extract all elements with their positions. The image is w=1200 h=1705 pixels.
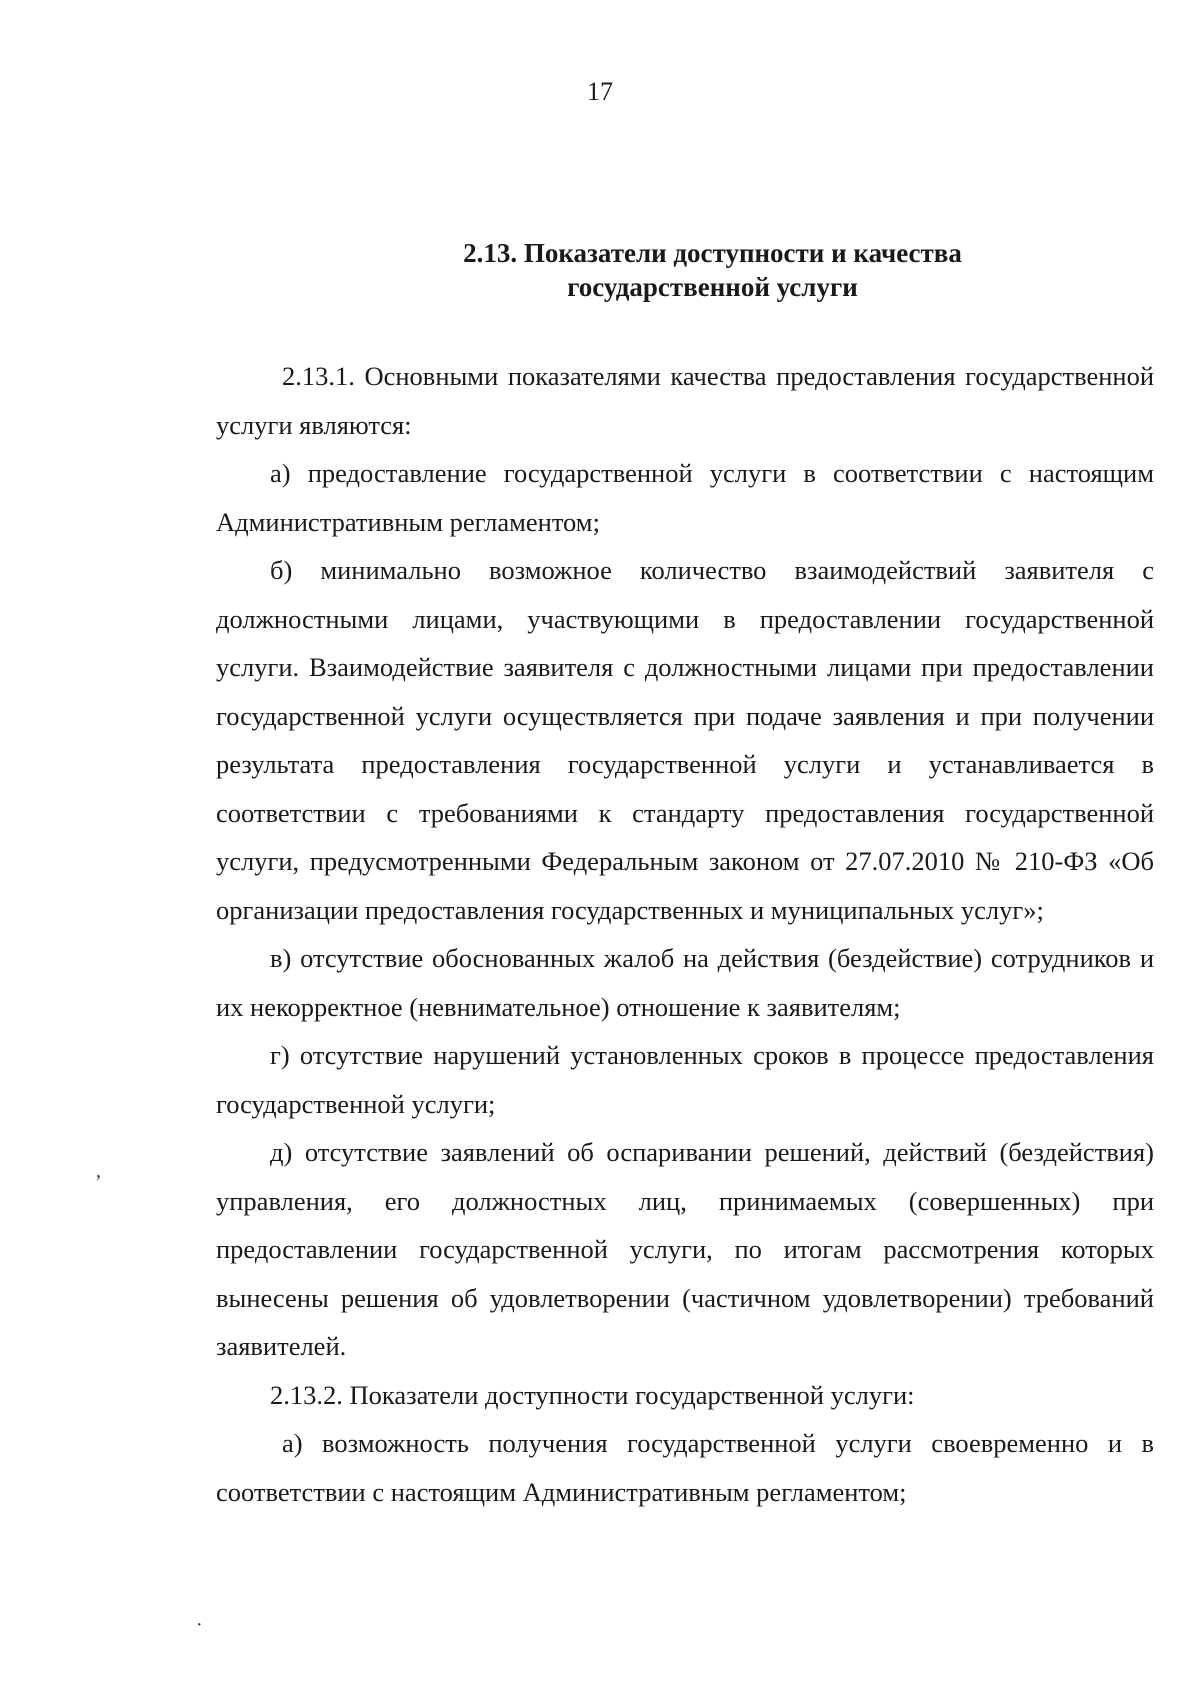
scan-speck: , bbox=[96, 1160, 101, 1182]
paragraph-item-d: д) отсутствие заявлений об оспаривании решений, действий (бездействия) управления, его должностных лиц, принимаемых (совершенных) при предоставлении государственной услуги, по итогам рассмотрения которых вынесены решения об удовлетворении (частичном удовлетворении) требований заявителей. bbox=[216, 1137, 1154, 1361]
section-heading-line-1: 2.13. Показатели доступности и качества bbox=[463, 238, 962, 268]
paragraph-2-13-1: 2.13.1. Основными показателями качества предоставления государственной услуги являются: bbox=[216, 361, 1154, 440]
body-text bbox=[216, 352, 1154, 1516]
page-number: 17 bbox=[587, 77, 613, 106]
paragraph-item-g: г) отсутствие нарушений установленных сроков в процессе предоставления государственной услуги; bbox=[216, 1040, 1154, 1119]
paragraph-2-13-2: 2.13.2. Показатели доступности государственной услуги: bbox=[270, 1379, 915, 1410]
scan-dot: · bbox=[196, 1614, 203, 1636]
section-heading bbox=[430, 236, 995, 304]
section-heading-line-2: государственной услуги bbox=[567, 272, 858, 302]
paragraph-2-13-2-item-a: а) возможность получения государственной услуги своевременно и в соответствии с настоящим Административным регламентом; bbox=[216, 1428, 1154, 1507]
paragraph-item-a: а) предоставление государственной услуги в соответствии с настоящим Административным регламентом; bbox=[216, 458, 1154, 537]
paragraph-item-v: в) отсутствие обоснованных жалоб на действия (бездействие) сотрудников и их некорректное (невнимательное) отношение к заявителям; bbox=[216, 943, 1154, 1022]
paragraph-item-b: б) минимально возможное количество взаимодействий заявителя с должностными лицами, участвующими в предоставлении государственной услуги. Взаимодействие заявителя с должностными лицами при предоставлении государственной услуги осуществляется при подаче заявления и при получении результата предоставления государственной услуги и устанавливается в соответствии с требованиями к стандарту предоставления государственной услуги, предусмотренными Федеральным законом от 27.07.2010 № 210-ФЗ «Об организации предоставления государственных и муниципальных услуг»; bbox=[216, 555, 1154, 925]
